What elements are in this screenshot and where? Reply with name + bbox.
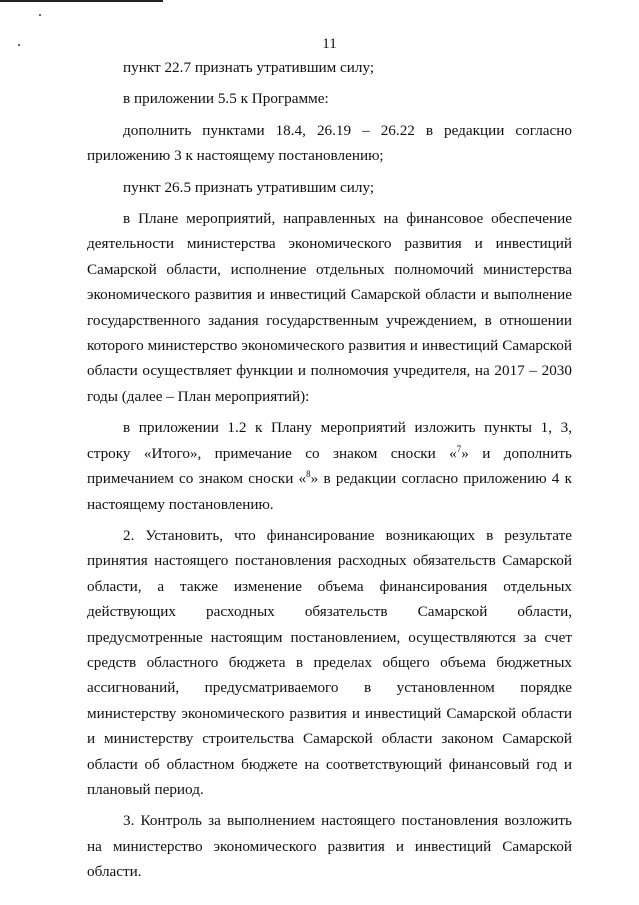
- page-number: 11: [322, 36, 337, 52]
- paragraph-add-items: дополнить пунктами 18.4, 26.19 – 26.22 в редакции согласно приложению 3 к настоящему постановлению;: [87, 121, 572, 165]
- paragraph-appendix-1-2-part-a: в приложении 1.2 к Плану мероприятий изложить пункты 1, 3, строку «Итого», примечание со знаком сноски «: [87, 419, 572, 462]
- header-rule: [0, 0, 163, 2]
- paragraph-appendix-1-2-part-b: » и дополнить примечанием со знаком сноски «: [87, 444, 572, 488]
- scan-speck: [39, 14, 41, 16]
- paragraph-item-22-7: пункт 22.7 признать утратившим силу;: [123, 59, 375, 76]
- paragraph-clause-3-control: 3. Контроль за выполнением настоящего постановления возложить на министерство экономического развития и инвестиций Самарской области.: [87, 812, 572, 881]
- paragraph-item-26-5: пункт 26.5 признать утратившим силу;: [123, 178, 375, 196]
- paragraph-appendix-1-2-part-c: » в редакции согласно приложению 4 к настоящему постановлению.: [87, 470, 572, 513]
- paragraph-appendix-1-2: [87, 415, 572, 517]
- footnote-mark-7: 7: [456, 443, 462, 454]
- paragraph-appendix-5-5: в приложении 5.5 к Программе:: [123, 90, 329, 108]
- paragraph-clause-2-financing: 2. Установить, что финансирование возникающих в результате принятия настоящего постановления расходных обязательств Самарской области, а также изменение объема финансирования отдельных действующих расходных обязательств Самарской области, предусмотренные настоящим постановлением, осуществляются за счет средств областного бюджета в пределах общего объема бюджетных ассигнований, предусматриваемого в установленном порядке министерству экономического развития и инвестиций Самарской области и министерству строительства Самарской области законом Самарской области об областном бюджете на соответствующий финансовый год и плановый период.: [87, 526, 572, 798]
- paragraph-action-plan: в Плане мероприятий, направленных на финансовое обеспечение деятельности министерства экономического развития и инвестиций Самарской области, исполнение отдельных полномочий министерства экономического развития и инвестиций Самарской области и выполнение государственного задания государственным учреждением, в отношении которого министерство экономического развития и инвестиций Самарской области осуществляет функции и полномочия учредителя, на 2017 – 2030 годы (далее – План мероприятий):: [87, 210, 572, 405]
- document-body: [87, 55, 572, 885]
- footnote-mark-8: 8: [306, 469, 311, 480]
